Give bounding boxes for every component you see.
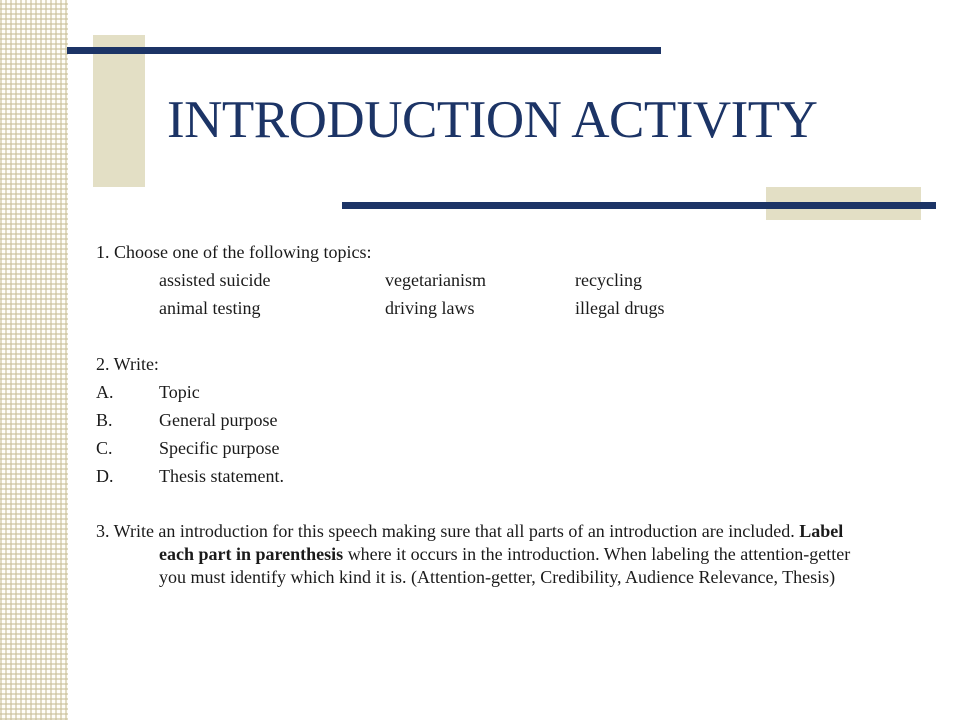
accent-block-left <box>93 35 145 187</box>
topic-item: driving laws <box>385 298 475 318</box>
list-letter: C. <box>96 438 113 458</box>
topic-item: assisted suicide <box>159 270 271 290</box>
topics-row <box>96 294 856 322</box>
topic-item: illegal drugs <box>575 298 665 318</box>
side-pattern-decoration <box>0 0 68 720</box>
step3-bold-instruction: Label each part in parenthesis <box>159 521 844 564</box>
accent-bar-bottom <box>342 202 936 209</box>
list-item <box>96 406 856 434</box>
list-letter: A. <box>96 382 114 402</box>
list-text: Specific purpose <box>159 438 280 458</box>
accent-bar-top <box>67 47 661 54</box>
slide-content <box>96 238 856 589</box>
step2-heading: 2. Write: <box>96 354 159 374</box>
list-letter: D. <box>96 466 114 486</box>
topic-item: recycling <box>575 270 642 290</box>
slide-title: INTRODUCTION ACTIVITY <box>167 91 818 149</box>
topics-row <box>96 266 856 294</box>
list-item <box>96 434 856 462</box>
list-item <box>96 378 856 406</box>
list-item <box>96 462 856 490</box>
list-text: Topic <box>159 382 200 402</box>
list-text: General purpose <box>159 410 278 430</box>
list-text: Thesis statement. <box>159 466 284 486</box>
topic-item: vegetarianism <box>385 270 486 290</box>
step1-heading: 1. Choose one of the following topics: <box>96 242 372 262</box>
step3-text-after: where it occurs in the introduction. When labeling the attention-getter you must identify which kind it is. (Attention-getter, Credibility, Audience Relevance, Thesis) <box>159 544 851 587</box>
list-letter: B. <box>96 410 113 430</box>
topic-item: animal testing <box>159 298 261 318</box>
step3-paragraph <box>96 520 856 589</box>
step3-text-before: 3. Write an introduction for this speech making sure that all parts of an introduction are included. <box>96 521 800 541</box>
